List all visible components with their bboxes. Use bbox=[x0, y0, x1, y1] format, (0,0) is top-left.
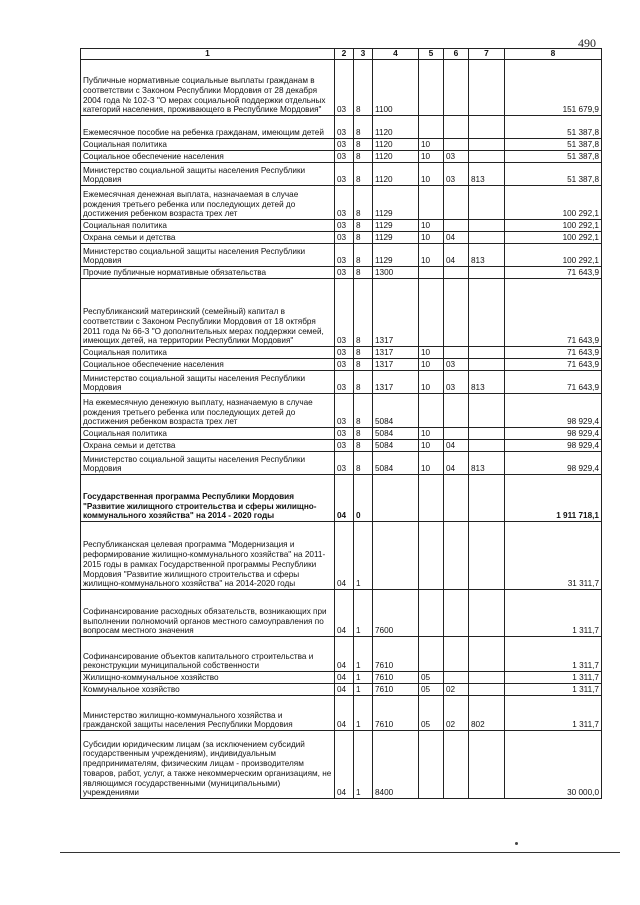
row-code-cell-c4: 1129 bbox=[373, 220, 419, 232]
row-code-cell-c2: 03 bbox=[335, 116, 354, 139]
row-code-cell-c2: 03 bbox=[335, 428, 354, 440]
row-code-cell-c4: 7610 bbox=[373, 637, 419, 672]
table-row bbox=[81, 347, 602, 359]
row-code-cell-c4: 1317 bbox=[373, 347, 419, 359]
row-code-cell-c3: 8 bbox=[354, 186, 373, 220]
row-name-cell: Государственная программа Республики Мордовия "Развитие жилищного строительства и сферы жилищно-коммунального хозяйства" на 2014 - 2020 годы bbox=[81, 475, 335, 522]
row-code-cell-c4: 8400 bbox=[373, 731, 419, 799]
row-name-cell: Коммунальное хозяйство bbox=[81, 684, 335, 696]
header-col-8: 8 bbox=[505, 49, 602, 60]
row-code-cell-c6 bbox=[444, 186, 469, 220]
row-code-cell-c7 bbox=[469, 186, 505, 220]
row-code-cell-c5: 10 bbox=[419, 428, 444, 440]
row-code-cell-c2: 03 bbox=[335, 163, 354, 186]
budget-table bbox=[80, 48, 602, 799]
row-code-cell-c5: 10 bbox=[419, 347, 444, 359]
row-code-cell-c2: 03 bbox=[335, 371, 354, 394]
row-code-cell-c3: 8 bbox=[354, 60, 373, 116]
row-code-cell-c4: 1120 bbox=[373, 139, 419, 151]
table-row bbox=[81, 590, 602, 637]
row-code-cell-c4: 7610 bbox=[373, 684, 419, 696]
table-row bbox=[81, 475, 602, 522]
row-code-cell-c6 bbox=[444, 428, 469, 440]
row-code-cell-c5: 10 bbox=[419, 151, 444, 163]
row-code-cell-c4: 1100 bbox=[373, 60, 419, 116]
row-amount-cell: 100 292,1 bbox=[505, 220, 602, 232]
row-code-cell-c6: 02 bbox=[444, 684, 469, 696]
row-code-cell-c7 bbox=[469, 672, 505, 684]
row-code-cell-c6: 03 bbox=[444, 151, 469, 163]
table-row bbox=[81, 428, 602, 440]
row-code-cell-c5 bbox=[419, 637, 444, 672]
row-code-cell-c2: 04 bbox=[335, 522, 354, 590]
scan-speck bbox=[515, 842, 518, 845]
row-code-cell-c7 bbox=[469, 522, 505, 590]
row-code-cell-c5 bbox=[419, 475, 444, 522]
table-row bbox=[81, 232, 602, 244]
row-name-cell: Социальная политика bbox=[81, 220, 335, 232]
row-code-cell-c4: 1129 bbox=[373, 244, 419, 267]
row-code-cell-c7 bbox=[469, 151, 505, 163]
row-code-cell-c4: 1317 bbox=[373, 371, 419, 394]
row-amount-cell: 71 643,9 bbox=[505, 347, 602, 359]
row-amount-cell: 51 387,8 bbox=[505, 163, 602, 186]
row-code-cell-c6 bbox=[444, 590, 469, 637]
row-code-cell-c5 bbox=[419, 522, 444, 590]
row-code-cell-c3: 0 bbox=[354, 475, 373, 522]
row-code-cell-c7 bbox=[469, 232, 505, 244]
row-code-cell-c7 bbox=[469, 637, 505, 672]
row-code-cell-c6 bbox=[444, 220, 469, 232]
row-code-cell-c5 bbox=[419, 267, 444, 279]
row-amount-cell: 100 292,1 bbox=[505, 232, 602, 244]
row-code-cell-c4: 1120 bbox=[373, 116, 419, 139]
row-code-cell-c3: 8 bbox=[354, 359, 373, 371]
row-amount-cell: 98 929,4 bbox=[505, 428, 602, 440]
row-code-cell-c4: 5084 bbox=[373, 452, 419, 475]
row-code-cell-c5: 10 bbox=[419, 139, 444, 151]
row-code-cell-c6 bbox=[444, 522, 469, 590]
row-code-cell-c2: 04 bbox=[335, 731, 354, 799]
header-col-6: 6 bbox=[444, 49, 469, 60]
row-code-cell-c6 bbox=[444, 347, 469, 359]
row-code-cell-c7 bbox=[469, 428, 505, 440]
row-code-cell-c2: 03 bbox=[335, 440, 354, 452]
row-code-cell-c2: 03 bbox=[335, 359, 354, 371]
row-code-cell-c5 bbox=[419, 186, 444, 220]
row-amount-cell: 51 387,8 bbox=[505, 151, 602, 163]
row-name-cell: Республиканский материнский (семейный) капитал в соответствии с Законом Республики Мордовия от 18 октября 2011 года № 66-З "О дополнительных мерах поддержки семей, имеющих детей, на территории Республики Мордовия" bbox=[81, 279, 335, 347]
row-code-cell-c2: 03 bbox=[335, 347, 354, 359]
row-name-cell: Охрана семьи и детства bbox=[81, 440, 335, 452]
header-col-4: 4 bbox=[373, 49, 419, 60]
row-name-cell: Министерство социальной защиты населения Республики Мордовия bbox=[81, 452, 335, 475]
row-code-cell-c3: 1 bbox=[354, 672, 373, 684]
row-code-cell-c6 bbox=[444, 637, 469, 672]
row-code-cell-c5: 10 bbox=[419, 452, 444, 475]
row-amount-cell: 30 000,0 bbox=[505, 731, 602, 799]
row-code-cell-c7 bbox=[469, 475, 505, 522]
table-row bbox=[81, 637, 602, 672]
row-code-cell-c4: 7610 bbox=[373, 696, 419, 731]
row-name-cell: Министерство социальной защиты населения Республики Мордовия bbox=[81, 371, 335, 394]
row-code-cell-c4: 5084 bbox=[373, 440, 419, 452]
row-code-cell-c4: 1129 bbox=[373, 232, 419, 244]
row-code-cell-c2: 03 bbox=[335, 186, 354, 220]
row-code-cell-c7 bbox=[469, 267, 505, 279]
row-name-cell: Охрана семьи и детства bbox=[81, 232, 335, 244]
row-code-cell-c2: 03 bbox=[335, 394, 354, 428]
row-amount-cell: 51 387,8 bbox=[505, 116, 602, 139]
row-name-cell: Социальная политика bbox=[81, 347, 335, 359]
table-row bbox=[81, 60, 602, 116]
row-code-cell-c7 bbox=[469, 440, 505, 452]
header-col-5: 5 bbox=[419, 49, 444, 60]
row-code-cell-c4: 5084 bbox=[373, 394, 419, 428]
row-code-cell-c3: 8 bbox=[354, 394, 373, 428]
row-code-cell-c7 bbox=[469, 279, 505, 347]
row-code-cell-c5 bbox=[419, 394, 444, 428]
row-code-cell-c3: 8 bbox=[354, 151, 373, 163]
row-code-cell-c5: 10 bbox=[419, 163, 444, 186]
row-code-cell-c6: 03 bbox=[444, 163, 469, 186]
row-name-cell: Софинансирование объектов капитального строительства и реконструкции муниципальной собственности bbox=[81, 637, 335, 672]
row-code-cell-c6: 03 bbox=[444, 371, 469, 394]
row-name-cell: Министерство социальной защиты населения Республики Мордовия bbox=[81, 244, 335, 267]
row-code-cell-c6 bbox=[444, 267, 469, 279]
row-name-cell: Ежемесячная денежная выплата, назначаемая в случае рождения третьего ребенка или последующих детей до достижения ребенком возраста трех лет bbox=[81, 186, 335, 220]
row-code-cell-c6 bbox=[444, 279, 469, 347]
row-code-cell-c4: 5084 bbox=[373, 428, 419, 440]
row-name-cell: Субсидии юридическим лицам (за исключением субсидий государственным учреждениям), индивидуальным предпринимателям, физическим лицам - производителям товаров, работ, услуг, а также некоммерческим организациям, не являющимся государственными (муниципальными) учреждениями bbox=[81, 731, 335, 799]
row-code-cell-c6: 02 bbox=[444, 696, 469, 731]
row-amount-cell: 31 311,7 bbox=[505, 522, 602, 590]
row-code-cell-c3: 8 bbox=[354, 440, 373, 452]
row-code-cell-c5: 10 bbox=[419, 440, 444, 452]
row-code-cell-c5 bbox=[419, 60, 444, 116]
table-row bbox=[81, 163, 602, 186]
row-code-cell-c7 bbox=[469, 731, 505, 799]
row-code-cell-c4: 1120 bbox=[373, 163, 419, 186]
row-amount-cell: 100 292,1 bbox=[505, 186, 602, 220]
row-code-cell-c3: 8 bbox=[354, 267, 373, 279]
table-row bbox=[81, 186, 602, 220]
row-code-cell-c2: 03 bbox=[335, 60, 354, 116]
header-col-7: 7 bbox=[469, 49, 505, 60]
row-code-cell-c3: 8 bbox=[354, 347, 373, 359]
row-code-cell-c5 bbox=[419, 731, 444, 799]
row-code-cell-c7: 813 bbox=[469, 244, 505, 267]
header-col-2: 2 bbox=[335, 49, 354, 60]
row-name-cell: Ежемесячное пособие на ребенка гражданам, имеющим детей bbox=[81, 116, 335, 139]
header-col-3: 3 bbox=[354, 49, 373, 60]
row-code-cell-c4 bbox=[373, 522, 419, 590]
row-code-cell-c6 bbox=[444, 475, 469, 522]
row-code-cell-c2: 04 bbox=[335, 696, 354, 731]
row-amount-cell: 51 387,8 bbox=[505, 139, 602, 151]
row-code-cell-c7: 813 bbox=[469, 371, 505, 394]
row-code-cell-c5 bbox=[419, 590, 444, 637]
row-code-cell-c4: 1120 bbox=[373, 151, 419, 163]
row-code-cell-c3: 1 bbox=[354, 637, 373, 672]
row-name-cell: Софинансирование расходных обязательств, возникающих при выполнении полномочий органов местного самоуправления по вопросам местного значения bbox=[81, 590, 335, 637]
row-code-cell-c7 bbox=[469, 590, 505, 637]
row-name-cell: Социальное обеспечение населения bbox=[81, 151, 335, 163]
row-amount-cell: 1 911 718,1 bbox=[505, 475, 602, 522]
row-code-cell-c5 bbox=[419, 116, 444, 139]
row-code-cell-c5: 10 bbox=[419, 220, 444, 232]
row-amount-cell: 151 679,9 bbox=[505, 60, 602, 116]
row-amount-cell: 1 311,7 bbox=[505, 637, 602, 672]
row-code-cell-c3: 1 bbox=[354, 522, 373, 590]
row-code-cell-c5: 05 bbox=[419, 696, 444, 731]
row-name-cell: Социальное обеспечение населения bbox=[81, 359, 335, 371]
row-name-cell: Жилищно-коммунальное хозяйство bbox=[81, 672, 335, 684]
row-code-cell-c2: 03 bbox=[335, 267, 354, 279]
row-code-cell-c2: 04 bbox=[335, 590, 354, 637]
row-name-cell: Республиканская целевая программа "Модернизация и реформирование жилищно-коммунального хозяйства" на 2011-2015 годы в рамках Государственной программы Республики Мордовия "Развитие жилищного строительства и сферы жилищно-коммунального хозяйства" на 2014-2020 годы bbox=[81, 522, 335, 590]
row-code-cell-c3: 8 bbox=[354, 452, 373, 475]
table-row bbox=[81, 220, 602, 232]
row-code-cell-c2: 03 bbox=[335, 232, 354, 244]
row-name-cell: Публичные нормативные социальные выплаты гражданам в соответствии с Законом Республики Мордовия от 28 декабря 2004 года № 102-З "О мерах социальной поддержки отдельных категорий населения, проживающего в Республике Мордовия" bbox=[81, 60, 335, 116]
row-name-cell: Прочие публичные нормативные обязательства bbox=[81, 267, 335, 279]
page-bottom-rule bbox=[60, 852, 620, 853]
table-row bbox=[81, 279, 602, 347]
row-code-cell-c3: 8 bbox=[354, 116, 373, 139]
row-code-cell-c5: 05 bbox=[419, 672, 444, 684]
row-code-cell-c6 bbox=[444, 116, 469, 139]
row-code-cell-c7: 813 bbox=[469, 163, 505, 186]
row-code-cell-c3: 8 bbox=[354, 279, 373, 347]
row-code-cell-c7 bbox=[469, 60, 505, 116]
row-code-cell-c4: 1300 bbox=[373, 267, 419, 279]
row-amount-cell: 71 643,9 bbox=[505, 371, 602, 394]
row-code-cell-c6: 03 bbox=[444, 359, 469, 371]
row-name-cell: Социальная политика bbox=[81, 139, 335, 151]
row-code-cell-c2: 04 bbox=[335, 684, 354, 696]
table-row bbox=[81, 672, 602, 684]
row-code-cell-c5: 10 bbox=[419, 371, 444, 394]
row-code-cell-c6 bbox=[444, 139, 469, 151]
row-code-cell-c5: 10 bbox=[419, 359, 444, 371]
row-code-cell-c6: 04 bbox=[444, 440, 469, 452]
row-code-cell-c7: 813 bbox=[469, 452, 505, 475]
row-code-cell-c6: 04 bbox=[444, 244, 469, 267]
row-code-cell-c3: 1 bbox=[354, 590, 373, 637]
table-row bbox=[81, 452, 602, 475]
row-amount-cell: 100 292,1 bbox=[505, 244, 602, 267]
row-code-cell-c7: 802 bbox=[469, 696, 505, 731]
row-code-cell-c2: 03 bbox=[335, 139, 354, 151]
table-row bbox=[81, 731, 602, 799]
row-code-cell-c3: 8 bbox=[354, 428, 373, 440]
row-code-cell-c5: 10 bbox=[419, 232, 444, 244]
table-row bbox=[81, 522, 602, 590]
row-code-cell-c2: 04 bbox=[335, 475, 354, 522]
table-row bbox=[81, 139, 602, 151]
table-body bbox=[81, 60, 602, 799]
row-code-cell-c2: 03 bbox=[335, 279, 354, 347]
row-code-cell-c6: 04 bbox=[444, 452, 469, 475]
row-amount-cell: 1 311,7 bbox=[505, 684, 602, 696]
row-code-cell-c2: 03 bbox=[335, 220, 354, 232]
row-name-cell: Социальная политика bbox=[81, 428, 335, 440]
row-code-cell-c3: 1 bbox=[354, 696, 373, 731]
row-code-cell-c5: 10 bbox=[419, 244, 444, 267]
row-amount-cell: 71 643,9 bbox=[505, 267, 602, 279]
row-code-cell-c7 bbox=[469, 139, 505, 151]
row-code-cell-c4: 1317 bbox=[373, 359, 419, 371]
row-code-cell-c6 bbox=[444, 60, 469, 116]
row-amount-cell: 98 929,4 bbox=[505, 452, 602, 475]
row-code-cell-c3: 1 bbox=[354, 684, 373, 696]
row-code-cell-c2: 03 bbox=[335, 151, 354, 163]
table-header-row bbox=[81, 49, 602, 60]
table-row bbox=[81, 151, 602, 163]
row-code-cell-c3: 8 bbox=[354, 232, 373, 244]
row-code-cell-c3: 8 bbox=[354, 244, 373, 267]
row-code-cell-c7 bbox=[469, 220, 505, 232]
table-row bbox=[81, 684, 602, 696]
page-number: 490 bbox=[578, 36, 596, 50]
row-code-cell-c7 bbox=[469, 116, 505, 139]
table-row bbox=[81, 696, 602, 731]
table-row bbox=[81, 440, 602, 452]
row-code-cell-c3: 1 bbox=[354, 731, 373, 799]
row-code-cell-c2: 03 bbox=[335, 244, 354, 267]
row-code-cell-c5 bbox=[419, 279, 444, 347]
row-code-cell-c2: 04 bbox=[335, 637, 354, 672]
row-amount-cell: 1 311,7 bbox=[505, 590, 602, 637]
row-code-cell-c6: 04 bbox=[444, 232, 469, 244]
row-amount-cell: 98 929,4 bbox=[505, 440, 602, 452]
row-amount-cell: 71 643,9 bbox=[505, 359, 602, 371]
row-code-cell-c7 bbox=[469, 684, 505, 696]
row-code-cell-c3: 8 bbox=[354, 371, 373, 394]
row-code-cell-c4: 1129 bbox=[373, 186, 419, 220]
table-row bbox=[81, 371, 602, 394]
row-code-cell-c5: 05 bbox=[419, 684, 444, 696]
row-code-cell-c3: 8 bbox=[354, 220, 373, 232]
row-code-cell-c6 bbox=[444, 731, 469, 799]
row-code-cell-c2: 03 bbox=[335, 452, 354, 475]
row-code-cell-c7 bbox=[469, 347, 505, 359]
row-amount-cell: 1 311,7 bbox=[505, 672, 602, 684]
row-code-cell-c3: 8 bbox=[354, 163, 373, 186]
row-code-cell-c7 bbox=[469, 394, 505, 428]
table-row bbox=[81, 116, 602, 139]
row-code-cell-c2: 04 bbox=[335, 672, 354, 684]
row-code-cell-c3: 8 bbox=[354, 139, 373, 151]
table-row bbox=[81, 359, 602, 371]
row-code-cell-c4: 1317 bbox=[373, 279, 419, 347]
header-col-1: 1 bbox=[81, 49, 335, 60]
row-amount-cell: 1 311,7 bbox=[505, 696, 602, 731]
row-code-cell-c7 bbox=[469, 359, 505, 371]
row-code-cell-c4 bbox=[373, 475, 419, 522]
row-amount-cell: 98 929,4 bbox=[505, 394, 602, 428]
row-code-cell-c6 bbox=[444, 394, 469, 428]
table-row bbox=[81, 267, 602, 279]
row-code-cell-c4: 7600 bbox=[373, 590, 419, 637]
table-row bbox=[81, 394, 602, 428]
row-amount-cell: 71 643,9 bbox=[505, 279, 602, 347]
row-code-cell-c6 bbox=[444, 672, 469, 684]
row-name-cell: На ежемесячную денежную выплату, назначаемую в случае рождения третьего ребенка или последующих детей до достижения ребенком возраста трех лет bbox=[81, 394, 335, 428]
row-code-cell-c4: 7610 bbox=[373, 672, 419, 684]
table-row bbox=[81, 244, 602, 267]
row-name-cell: Министерство социальной защиты населения Республики Мордовия bbox=[81, 163, 335, 186]
row-name-cell: Министерство жилищно-коммунального хозяйства и гражданской защиты населения Республики Мордовия bbox=[81, 696, 335, 731]
